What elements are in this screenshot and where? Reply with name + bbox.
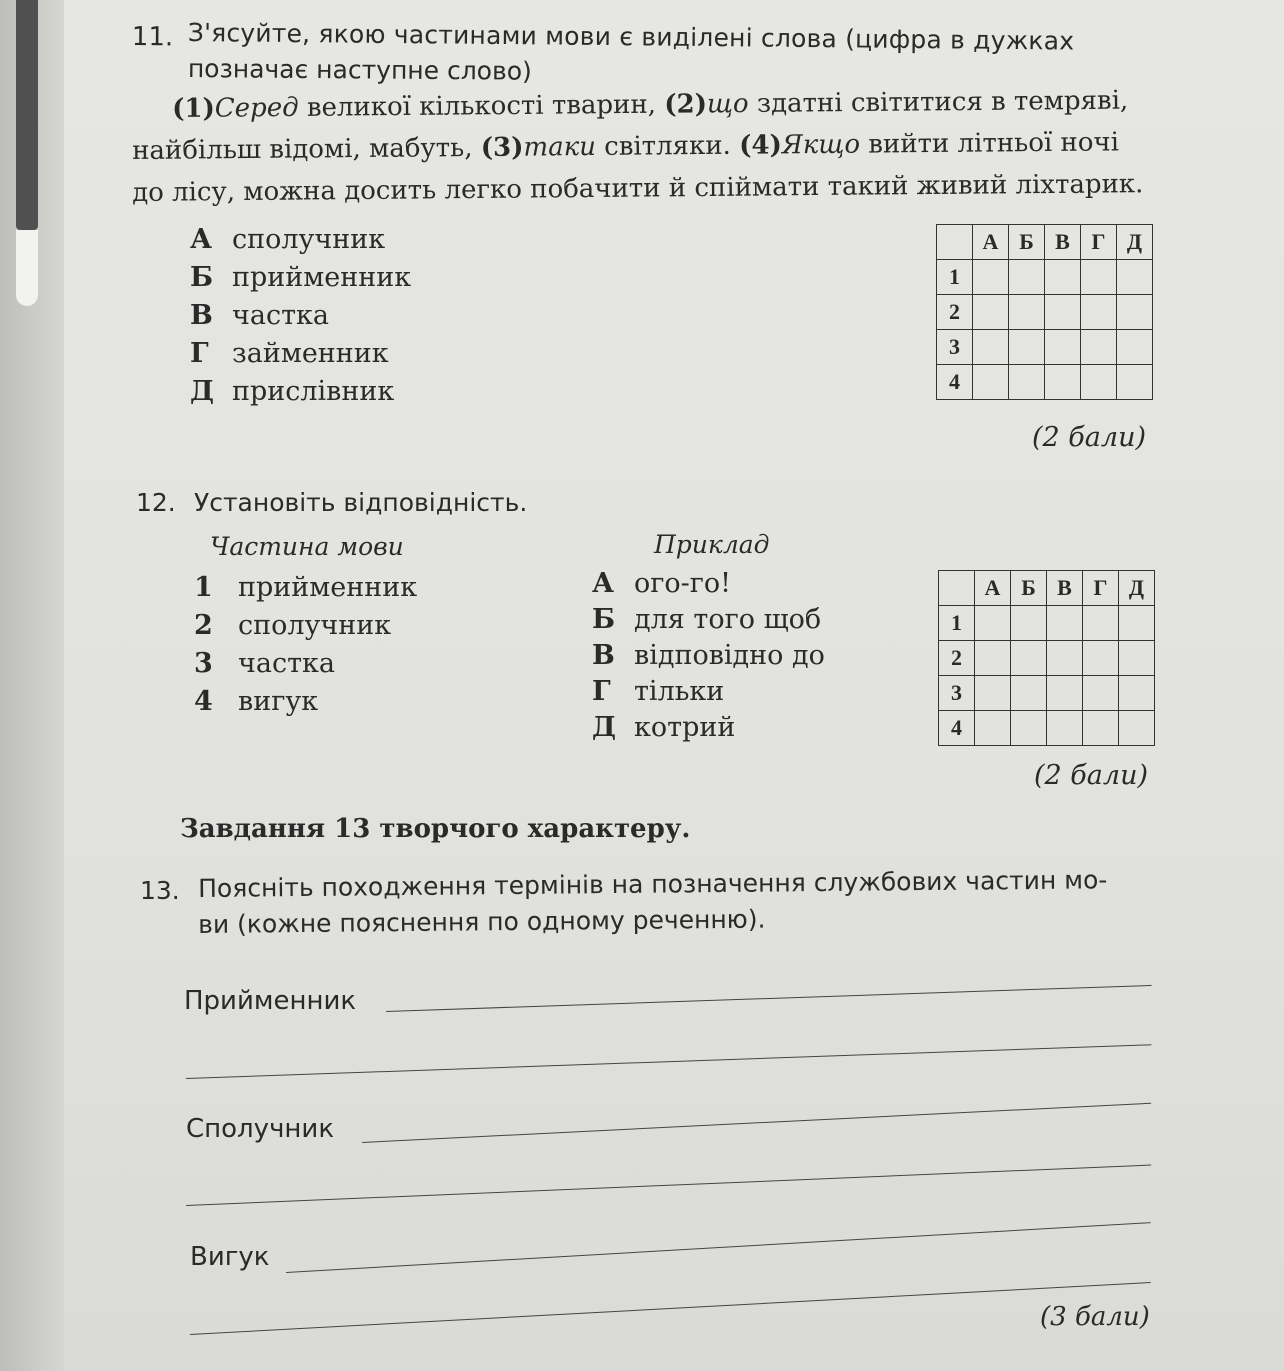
paragraph-text: найбільш відомі, мабуть, bbox=[132, 132, 481, 166]
answer-cell[interactable] bbox=[973, 295, 1009, 330]
grid-col-header: Д bbox=[1119, 571, 1155, 606]
grid-row bbox=[939, 676, 1155, 711]
q12-left-item-4 bbox=[194, 686, 318, 718]
answer-cell[interactable] bbox=[1081, 365, 1117, 400]
item-letter: А bbox=[592, 568, 614, 599]
option-text: прислівник bbox=[232, 376, 395, 407]
answer-cell[interactable] bbox=[1083, 711, 1119, 746]
option-text: частка bbox=[232, 300, 329, 331]
option-text: прийменник bbox=[232, 262, 412, 293]
item-number: 4 bbox=[194, 686, 213, 717]
answer-cell[interactable] bbox=[1011, 676, 1047, 711]
paragraph-text: здатні світитися в темряві, bbox=[748, 85, 1129, 119]
answer-cell[interactable] bbox=[1009, 260, 1045, 295]
grid-col-header: Б bbox=[1009, 225, 1045, 260]
q12-right-item-v bbox=[592, 640, 825, 672]
answer-cell[interactable] bbox=[973, 260, 1009, 295]
grid-col-header: Г bbox=[1083, 571, 1119, 606]
answer-cell[interactable] bbox=[1045, 260, 1081, 295]
answer-cell[interactable] bbox=[975, 641, 1011, 676]
q11-prompt-line1: З'ясуйте, якою частинами мови є виділені слова (цифра в дужках bbox=[187, 18, 1075, 56]
grid-row bbox=[937, 260, 1153, 295]
grid-row-header: 1 bbox=[939, 606, 975, 641]
item-text: тільки bbox=[634, 676, 725, 707]
q12-right-header: Приклад bbox=[654, 530, 770, 559]
q12-answer-grid bbox=[938, 570, 1155, 746]
paragraph-text: світляки. bbox=[595, 130, 740, 162]
q13-number: 13. bbox=[140, 876, 180, 905]
q12-left-item-1 bbox=[194, 572, 417, 604]
answer-cell[interactable] bbox=[1047, 711, 1083, 746]
grid-row-header: 3 bbox=[939, 676, 975, 711]
q13-points: (3 бали) bbox=[1040, 1302, 1150, 1332]
answer-cell[interactable] bbox=[1081, 330, 1117, 365]
answer-cell[interactable] bbox=[1119, 606, 1155, 641]
item-number: 2 bbox=[194, 610, 213, 641]
answer-cell[interactable] bbox=[1083, 606, 1119, 641]
answer-cell[interactable] bbox=[1011, 606, 1047, 641]
option-text: сполучник bbox=[232, 224, 386, 255]
answer-cell[interactable] bbox=[1011, 641, 1047, 676]
option-letter: Д bbox=[190, 376, 215, 407]
answer-cell[interactable] bbox=[1009, 295, 1045, 330]
option-letter: В bbox=[190, 300, 213, 331]
grid-header-row bbox=[939, 571, 1155, 606]
grid-row-header: 3 bbox=[937, 330, 973, 365]
grid-col-header: В bbox=[1047, 571, 1083, 606]
q11-option-a bbox=[190, 224, 385, 256]
answer-label-preposition: Прийменник bbox=[184, 986, 357, 1016]
q12-points: (2 бали) bbox=[1034, 760, 1148, 791]
q11-answer-grid bbox=[936, 224, 1153, 400]
q12-number: 12. bbox=[136, 488, 176, 517]
grid-col-header: Б bbox=[1011, 571, 1047, 606]
scrollbar-thumb[interactable] bbox=[16, 0, 38, 230]
answer-cell[interactable] bbox=[975, 676, 1011, 711]
grid-col-header: А bbox=[973, 225, 1009, 260]
answer-cell[interactable] bbox=[1047, 641, 1083, 676]
answer-label-conjunction: Сполучник bbox=[186, 1114, 335, 1144]
grid-row-header: 4 bbox=[937, 365, 973, 400]
grid-row-header: 2 bbox=[939, 641, 975, 676]
q12-right-item-a bbox=[592, 568, 731, 600]
grid-col-header: Г bbox=[1081, 225, 1117, 260]
item-letter: Д bbox=[592, 712, 617, 743]
grid-corner bbox=[939, 571, 975, 606]
answer-cell[interactable] bbox=[975, 606, 1011, 641]
answer-cell[interactable] bbox=[1117, 260, 1153, 295]
q12-left-item-3 bbox=[194, 648, 335, 680]
grid-corner bbox=[937, 225, 973, 260]
item-letter: Г bbox=[592, 676, 611, 707]
marker-2: (2) bbox=[664, 89, 708, 120]
answer-cell[interactable] bbox=[1011, 711, 1047, 746]
answer-cell[interactable] bbox=[1047, 606, 1083, 641]
grid-row bbox=[939, 711, 1155, 746]
item-text: сполучник bbox=[238, 610, 392, 641]
answer-cell[interactable] bbox=[1081, 260, 1117, 295]
grid-col-header: В bbox=[1045, 225, 1081, 260]
grid-col-header: Д bbox=[1117, 225, 1153, 260]
answer-cell[interactable] bbox=[1117, 330, 1153, 365]
item-text: ого-го! bbox=[634, 568, 732, 599]
q11-option-h bbox=[190, 338, 389, 370]
option-letter: А bbox=[190, 224, 212, 255]
grid-row bbox=[939, 641, 1155, 676]
item-letter: Б bbox=[592, 604, 616, 635]
highlighted-word-4: Якщо bbox=[781, 129, 861, 161]
q11-option-d bbox=[190, 376, 394, 408]
section-13-heading: Завдання 13 творчого характеру. bbox=[180, 814, 691, 844]
q11-number: 11. bbox=[131, 22, 174, 53]
q11-prompt-line2: позначає наступне слово) bbox=[187, 54, 532, 86]
option-letter: Б bbox=[190, 262, 214, 293]
option-text: займенник bbox=[232, 338, 389, 369]
highlighted-word-1: Серед bbox=[214, 92, 299, 124]
q11-paragraph-line3: до лісу, можна досить легко побачити й спіймати такий живий ліхтарик. bbox=[132, 169, 1144, 208]
answer-cell[interactable] bbox=[1083, 641, 1119, 676]
item-letter: В bbox=[592, 640, 615, 671]
grid-row-header: 4 bbox=[939, 711, 975, 746]
grid-row bbox=[937, 295, 1153, 330]
item-text: котрий bbox=[634, 712, 736, 743]
answer-cell[interactable] bbox=[1119, 676, 1155, 711]
answer-cell[interactable] bbox=[973, 365, 1009, 400]
item-text: частка bbox=[238, 648, 335, 679]
scrollbar-highlight bbox=[16, 230, 38, 306]
highlighted-word-2: що bbox=[706, 88, 749, 120]
answer-cell[interactable] bbox=[1081, 295, 1117, 330]
answer-cell[interactable] bbox=[1045, 330, 1081, 365]
paragraph-text: великої кількості тварин, bbox=[298, 89, 665, 123]
option-letter: Г bbox=[190, 338, 209, 369]
answer-cell[interactable] bbox=[973, 330, 1009, 365]
grid-row bbox=[937, 330, 1153, 365]
item-text: прийменник bbox=[238, 572, 418, 603]
answer-cell[interactable] bbox=[1083, 676, 1119, 711]
highlighted-word-3: таки bbox=[523, 131, 597, 163]
q11-option-v bbox=[190, 300, 329, 332]
q12-right-item-b bbox=[592, 604, 821, 636]
q12-left-item-2 bbox=[194, 610, 391, 642]
q12-right-item-d bbox=[592, 712, 735, 744]
answer-cell[interactable] bbox=[1119, 641, 1155, 676]
answer-cell[interactable] bbox=[975, 711, 1011, 746]
item-text: вигук bbox=[238, 686, 319, 717]
grid-row-header: 2 bbox=[937, 295, 973, 330]
grid-row bbox=[939, 606, 1155, 641]
q12-prompt: Установіть відповідність. bbox=[194, 488, 528, 517]
q13-prompt-line2: ви (кожне пояснення по одному реченню). bbox=[198, 904, 766, 939]
answer-cell[interactable] bbox=[1045, 295, 1081, 330]
answer-cell[interactable] bbox=[1047, 676, 1083, 711]
marker-3: (3) bbox=[480, 132, 524, 163]
answer-cell[interactable] bbox=[1009, 365, 1045, 400]
q13-prompt-line1: Поясніть походження термінів на позначення службових частин мо- bbox=[198, 865, 1108, 903]
marker-4: (4) bbox=[738, 130, 782, 161]
q11-option-b bbox=[190, 262, 411, 294]
paragraph-text: вийти літньої ночі bbox=[859, 127, 1120, 160]
item-text: відповідно до bbox=[634, 640, 825, 671]
answer-cell[interactable] bbox=[1117, 295, 1153, 330]
item-number: 3 bbox=[194, 648, 213, 679]
answer-label-interjection: Вигук bbox=[190, 1242, 270, 1272]
answer-cell[interactable] bbox=[1045, 365, 1081, 400]
answer-cell[interactable] bbox=[1119, 711, 1155, 746]
item-number: 1 bbox=[194, 572, 213, 603]
q11-points: (2 бали) bbox=[1032, 422, 1146, 453]
answer-cell[interactable] bbox=[1009, 330, 1045, 365]
answer-cell[interactable] bbox=[1117, 365, 1153, 400]
q12-left-header: Частина мови bbox=[210, 532, 404, 561]
grid-col-header: А bbox=[975, 571, 1011, 606]
item-text: для того щоб bbox=[634, 604, 822, 635]
grid-row bbox=[937, 365, 1153, 400]
marker-1: (1) bbox=[172, 93, 215, 124]
grid-header-row bbox=[937, 225, 1153, 260]
grid-row-header: 1 bbox=[937, 260, 973, 295]
q12-right-item-h bbox=[592, 676, 724, 708]
